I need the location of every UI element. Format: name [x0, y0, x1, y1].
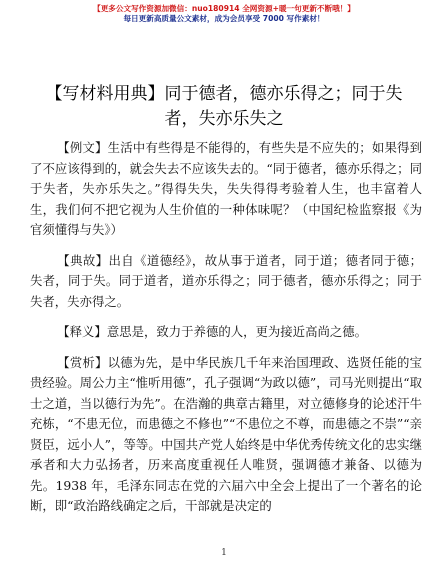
paragraph-appreciation [30, 353, 422, 517]
page-number: 1 [221, 548, 227, 558]
banner-line-membership: 每日更新高质量公文素材，成为会员享受 7000 写作素材！ [123, 14, 325, 23]
paragraph-text: 意思是，致力于养德的人，更为接近高尚之德。 [106, 324, 368, 339]
paragraph-meaning [30, 322, 422, 343]
header-banner [0, 4, 448, 24]
paragraph-allusion [30, 251, 422, 313]
paragraph-text: 生活中有些得是不能得的，有些失是不应失的；如果得到了不应该得到的，就会失去不应该失去的。“同于德者，德亦乐得之；同于失者，失亦乐失之。”得得失失，失失得得考验着人生，也丰富着人生，我们何不把它视为人生价值的一种体味呢？（中国纪检监察报《为官须懂得与失》） [30, 140, 423, 237]
document-title: 【写材料用典】同于德者，德亦乐得之；同于失者，失亦乐失之 [45, 84, 403, 129]
paragraph-text: 出自《道德经》，故从事于道者，同于道；德者同于德；失者，同于失。同于道者，道亦乐得之；同于德者，德亦乐得之；同于失者，失亦得之。 [30, 252, 422, 309]
document-body [30, 138, 422, 527]
paragraph-label: 【释义】 [57, 324, 107, 339]
paragraph-text: 以德为先，是中华民族几千年来治国理政、选贤任能的宝贵经验。周公力主“惟听用德”，孔子强调“为政以德”，司马光则提出“取士之道，当以德行为先”。在浩瀚的典章古籍里，对立德修身的论述汗牛充栋，“不患无位，而患德之不修也”“不患位之不尊，而患德之不崇”“亲贤臣，远小人”，等等。中国共产党人始终是中华优秀传统文化的忠实继承者和大力弘扬者，历来高度重视任人唯贤，强调德才兼备、以德为先。1938 年，毛泽东同志在党的六届六中全会上提出了一个著名的论断，即“政治路线确定之后，干部就是决定的 [30, 354, 423, 513]
paragraph-example [30, 138, 422, 241]
paragraph-label: 【赏析】 [57, 354, 108, 370]
paragraph-label: 【典故】 [57, 252, 109, 268]
paragraph-label: 【例文】 [57, 140, 108, 155]
banner-line-wechat: 【更多公文写作资源加微信：nuo180914 全网资源+暖一句更新不断哦！】 [93, 4, 355, 13]
